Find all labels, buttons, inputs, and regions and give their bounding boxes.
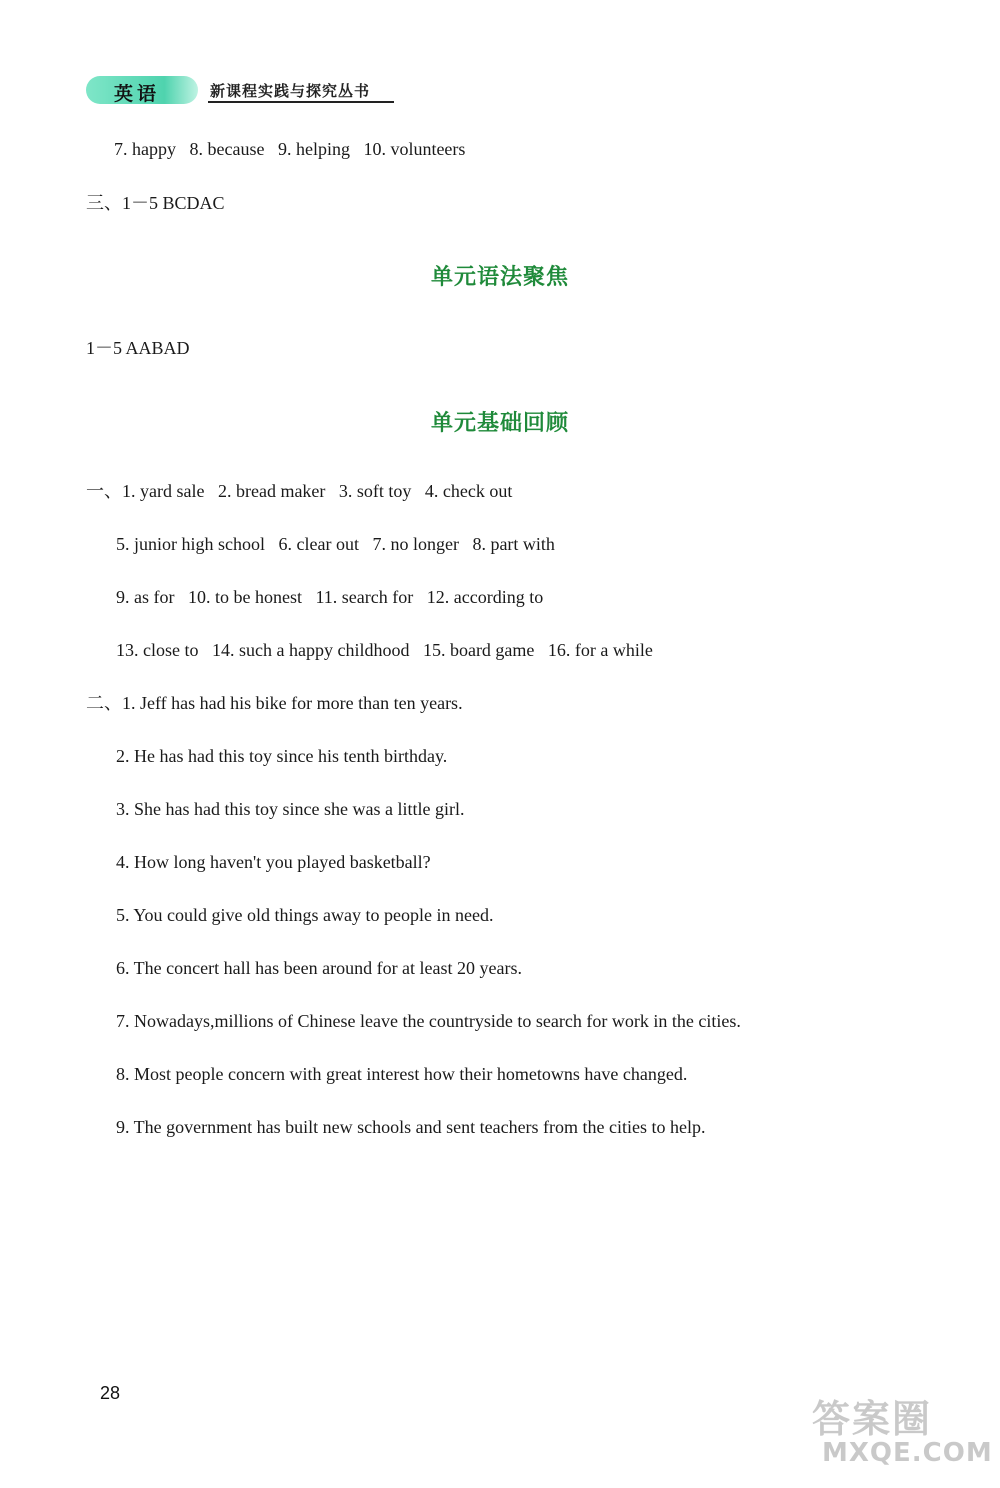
- review-part2-line: 4. How long haven't you played basketball?: [116, 852, 431, 872]
- review-part1-line: 13. close to 14. such a happy childhood 15. board game 16. for a while: [116, 640, 653, 660]
- grammar-answer: 1－5 AABAD: [86, 338, 190, 358]
- subject-badge: [86, 76, 198, 104]
- series-title: 新课程实践与探究丛书: [210, 82, 371, 100]
- review-part2-line: 2. He has had this toy since his tenth birthday.: [116, 746, 448, 766]
- review-part1-line: 9. as for 10. to be honest 11. search for 12. according to: [116, 587, 544, 607]
- review-part2-line: 3. She has had this toy since she was a little girl.: [116, 799, 465, 819]
- watermark-logo-text: 答案圈: [812, 1397, 933, 1441]
- watermark-url: MXQE.COM: [822, 1438, 993, 1468]
- review-part2-line: 二、1. Jeff has had his bike for more than ten years.: [86, 693, 463, 713]
- book-header: [86, 74, 406, 106]
- answer-line-top-1: 7. happy 8. because 9. helping 10. volunteers: [114, 139, 466, 159]
- review-part2-line: 7. Nowadays,millions of Chinese leave the countryside to search for work in the cities.: [116, 1011, 741, 1031]
- review-part1-line: 5. junior high school 6. clear out 7. no longer 8. part with: [116, 534, 555, 554]
- answer-line-top-2: 三、1－5 BCDAC: [86, 193, 225, 213]
- series-underline: [208, 101, 394, 103]
- review-part2-line: 5. You could give old things away to people in need.: [116, 905, 494, 925]
- page-number: 28: [100, 1383, 121, 1403]
- review-part2-line: 6. The concert hall has been around for at least 20 years.: [116, 958, 523, 978]
- section-heading-review: 单元基础回顾: [430, 411, 569, 436]
- watermark: [792, 1388, 992, 1478]
- review-part1-line: 一、1. yard sale 2. bread maker 3. soft toy 4. check out: [86, 481, 513, 501]
- section-heading-grammar: 单元语法聚焦: [430, 265, 569, 290]
- review-part2-line: 9. The government has built new schools and sent teachers from the cities to help.: [116, 1117, 706, 1137]
- subject-label: 英语: [114, 83, 161, 105]
- review-part2-line: 8. Most people concern with great interest how their hometowns have changed.: [116, 1064, 688, 1084]
